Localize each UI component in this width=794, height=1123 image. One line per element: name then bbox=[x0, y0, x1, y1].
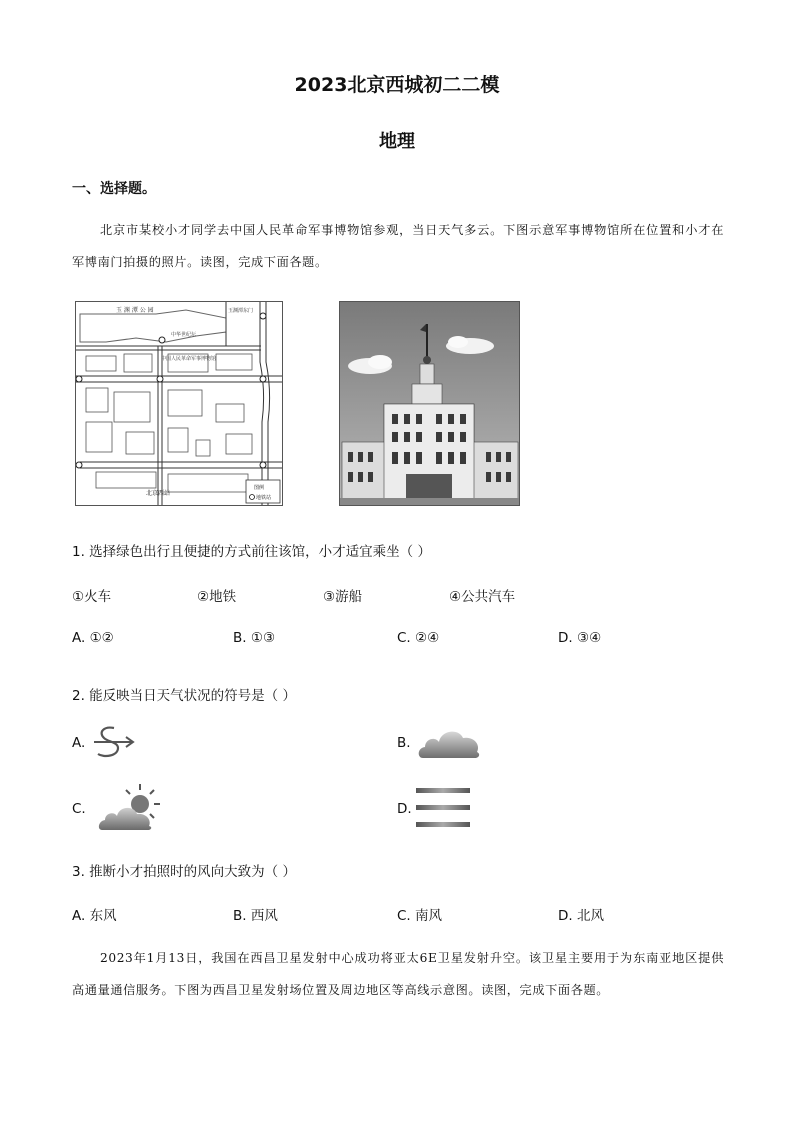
map-legend-title: 图例 bbox=[254, 485, 265, 491]
page-title: 2023北京西城初二二模 bbox=[294, 74, 500, 96]
fog-icon bbox=[414, 786, 472, 830]
map-label-museum: 中国人民革命军事博物馆 bbox=[161, 356, 217, 362]
sandstorm-icon bbox=[92, 724, 136, 760]
q2-option-c[interactable]: C. bbox=[72, 801, 86, 817]
q3-option-b[interactable]: B. 西风 bbox=[233, 908, 278, 924]
q2-option-d[interactable]: D. bbox=[397, 801, 412, 817]
q1-option-a[interactable]: A. ①② bbox=[72, 630, 114, 646]
museum-location-map bbox=[75, 301, 283, 506]
partly-cloudy-icon bbox=[98, 782, 162, 832]
map-label-east-gate: 玉渊潭东门 bbox=[228, 308, 254, 314]
q2-option-a[interactable]: A. bbox=[72, 735, 86, 751]
q1-item-1: ①火车 bbox=[72, 589, 112, 605]
q1-option-d[interactable]: D. ③④ bbox=[558, 630, 602, 646]
q1-item-3: ③游船 bbox=[323, 589, 363, 605]
map-label-station: 北京西站 bbox=[146, 490, 171, 497]
q3-option-a[interactable]: A. 东风 bbox=[72, 908, 117, 924]
section-heading: 一、选择题。 bbox=[72, 181, 156, 197]
map-label-park: 玉 渊 潭 公 园 bbox=[116, 307, 154, 314]
q3-option-c[interactable]: C. 南风 bbox=[397, 908, 443, 924]
subject-title: 地理 bbox=[379, 131, 415, 152]
question-1-stem: 1. 选择绿色出行且便捷的方式前往该馆，小才适宜乘坐（ ） bbox=[72, 544, 431, 560]
subway-station-icon bbox=[250, 495, 255, 500]
q2-option-b[interactable]: B. bbox=[397, 735, 411, 751]
museum-south-gate-photo bbox=[339, 301, 520, 506]
question-2-stem: 2. 能反映当日天气状况的符号是（ ） bbox=[72, 688, 296, 704]
q1-item-4: ④公共汽车 bbox=[449, 589, 516, 605]
q1-option-c[interactable]: C. ②④ bbox=[397, 630, 440, 646]
intro-paragraph-1: 北京市某校小才同学去中国人民革命军事博物馆参观，当日天气多云。下图示意军事博物馆所在位置和小才在军博南门拍摄的照片。读图，完成下面各题。 bbox=[72, 223, 724, 269]
q1-option-b[interactable]: B. ①③ bbox=[233, 630, 276, 646]
q3-option-d[interactable]: D. 北风 bbox=[558, 908, 604, 924]
intro-paragraph-2: 2023年1月13日，我国在西昌卫星发射中心成功将亚太6E卫星发射升空。该卫星主要用于为东南亚地区提供高通量通信服务。下图为西昌卫星发射场位置及周边地区等高线示意图。读图，完成下面各题。 bbox=[72, 951, 724, 997]
question-3-stem: 3. 推断小才拍照时的风向大致为（ ） bbox=[72, 864, 296, 880]
map-legend-item: 地铁站 bbox=[256, 495, 272, 501]
cloudy-icon bbox=[417, 722, 483, 762]
map-label-altar: 中华世纪坛 bbox=[171, 332, 197, 338]
q1-item-2: ②地铁 bbox=[197, 589, 237, 605]
